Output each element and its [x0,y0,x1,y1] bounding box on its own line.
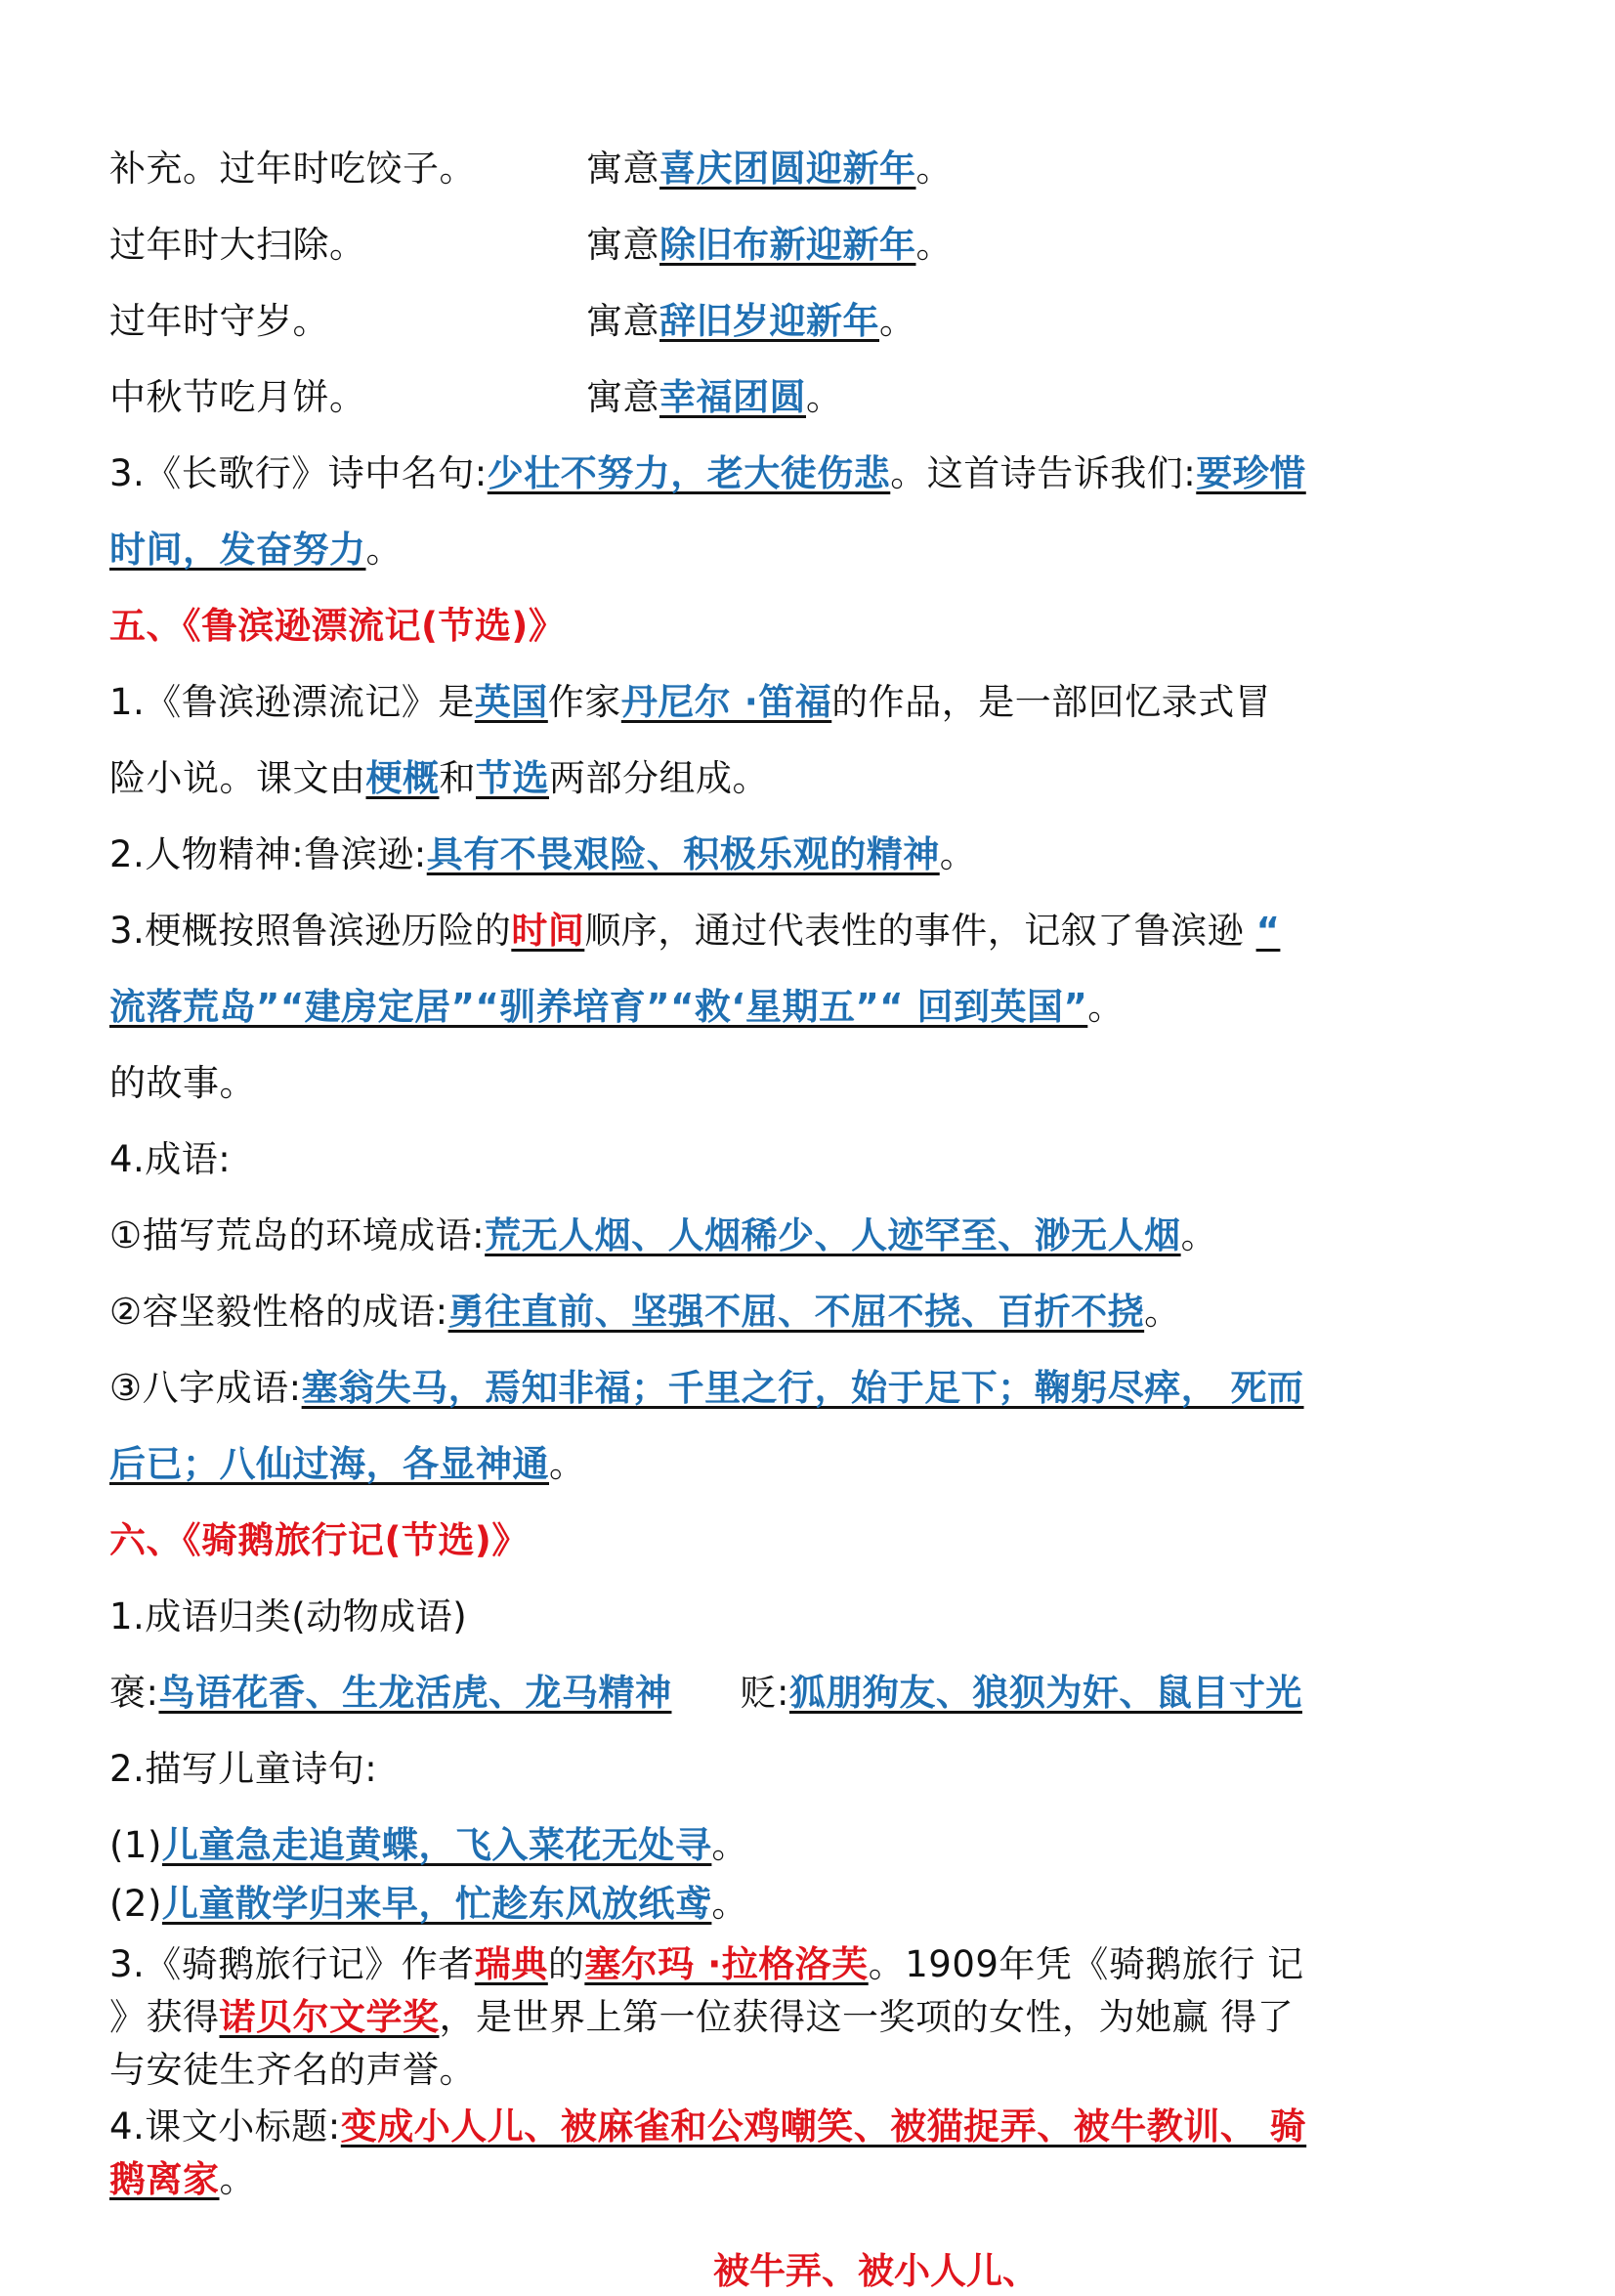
question-text: 》获得 [109,1996,220,2038]
item-number: (2) [109,1883,162,1925]
section-5-title: 五、《鲁滨逊漂流记(节选)》 [109,605,566,647]
custom-line-4 [109,373,843,422]
question-text: 4.课文小标题: [109,2105,341,2147]
subtitle-answer: 鹅离家 [109,2158,220,2200]
punct: 。 [365,529,403,571]
custom-text: 中秋节吃月饼。 [109,376,366,418]
s5-q4-item-3-cont [109,1440,586,1489]
punct: 。 [1144,1291,1181,1333]
s6-q2-item-2 [109,1880,748,1929]
question-text: ③八字成语: [109,1367,302,1409]
punct: 。 [549,1443,586,1485]
part1-answer: 梗概 [365,757,440,799]
idiom-answer: 后已；八仙过海，各显神通 [109,1443,549,1485]
question-text: 3.《骑鹅旅行记》作者 [109,1943,475,1985]
author-answer: 丹尼尔 ·笛福 [620,681,832,723]
custom-text: 过年时吃饺子。 [219,148,476,190]
events-answer: 流落荒岛”“建房定居”“驯养培育”“救‘星期五”“ 回到英国” [109,986,1088,1028]
events-answer-start: “ [1255,910,1281,952]
punct: 。 [915,148,953,190]
idiom-answer: 荒无人烟、人烟稀少、人迹罕至、渺无人烟 [485,1214,1181,1256]
question-text: 的 [547,1943,585,1985]
question-text: ②容坚毅性格的成语: [109,1291,448,1333]
author-answer: 塞尔玛 ·拉格洛芙 [584,1943,869,1985]
s5-q1-cont [109,754,769,803]
s6-q1-title: 1.成语归类(动物成语) [109,1595,468,1637]
poem-answer: 儿童急走追黄蝶，飞入菜花无处寻 [161,1824,712,1866]
s5-q4-item-3 [109,1364,1304,1413]
s5-q4-title: 4.成语: [109,1138,232,1180]
poem-answer: 儿童散学归来早，忙趁东风放纸鸢 [161,1883,712,1925]
meaning-answer: 幸福团圆 [659,376,806,418]
custom-text: 过年时守岁。 [109,300,329,342]
question-text: 顺序，通过代表性的事件，记叙了鲁滨逊 [584,910,1256,952]
meaning-label: 寓意 [586,300,659,342]
custom-line-1 [109,145,953,193]
poem-question [109,449,1306,498]
punct: 。 [1087,986,1125,1028]
s6-q1-answers [109,1669,1302,1718]
s5-q2 [109,830,976,879]
punct: 。 [915,224,953,266]
meaning-answer: 喜庆团圆迎新年 [659,148,916,190]
question-text: 。1909年凭《骑鹅旅行 记 [868,1943,1304,1985]
question-text: 3.梗概按照鲁滨逊历险的 [109,910,512,952]
question-text: ，是世界上第一位获得这一奖项的女性，为她赢 得了 [439,1996,1295,2038]
s6-q3-end: 与安徒生齐名的声誉。 [109,2049,476,2091]
part2-answer: 节选 [476,757,549,799]
award-answer: 诺贝尔文学奖 [219,1996,440,2038]
order-answer: 时间 [511,910,585,952]
s6-q4-cont [109,2155,256,2204]
s6-q3-cont [109,1993,1294,2042]
s5-q3-cont [109,983,1125,1032]
punct: 。 [806,376,843,418]
derogatory-answer: 狐朋狗友、狼狈为奸、鼠目寸光 [788,1672,1302,1714]
question-text: 险小说。课文由 [109,757,366,799]
s6-q2-item-1 [109,1821,748,1870]
s5-q1 [109,678,1271,727]
idiom-answer: 勇往直前、坚强不屈、不屈不挠、百折不挠 [447,1291,1145,1333]
question-text: 3.《长歌行》诗中名句: [109,452,488,494]
s5-q4-item-1 [109,1212,1217,1260]
s5-q3-end: 的故事。 [109,1062,256,1104]
lesson-answer: 要珍惜 [1196,452,1306,494]
spirit-answer: 具有不畏艰险、积极乐观的精神 [426,833,940,875]
praise-label: 褒: [109,1672,159,1714]
punct: 。 [879,300,916,342]
s6-q2-title: 2.描写儿童诗句: [109,1748,378,1790]
question-text: 的作品，是一部回忆录式冒 [831,681,1272,723]
cutoff-fragment: 被牛弄、被小人儿、 [713,2250,1039,2292]
famous-line-answer: 少壮不努力，老大徒伤悲 [487,452,891,494]
section-6-title: 六、《骑鹅旅行记(节选)》 [109,1519,529,1561]
lesson-answer: 时间，发奋努力 [109,529,366,571]
s5-q3 [109,907,1280,956]
meaning-answer: 除旧布新迎新年 [659,224,916,266]
custom-line-2 [109,221,953,270]
question-text: 和 [439,757,476,799]
item-number: (1) [109,1824,162,1866]
punct: 。 [711,1883,748,1925]
punct: 。 [1180,1214,1218,1256]
meaning-label: 寓意 [586,224,659,266]
punct: 。 [711,1824,748,1866]
question-text: 两部分组成。 [549,757,769,799]
punct: 。 [219,2158,256,2200]
meaning-answer: 辞旧岁迎新年 [659,300,879,342]
custom-prefix: 补充。 [109,148,220,190]
s6-q3 [109,1940,1304,1989]
s6-q4 [109,2103,1306,2151]
meaning-label: 寓意 [586,376,659,418]
custom-line-3 [109,297,916,346]
question-text: 。这首诗告诉我们: [890,452,1197,494]
punct: 。 [939,833,977,875]
question-text: 1.《鲁滨逊漂流记》是 [109,681,475,723]
question-text: 作家 [547,681,621,723]
idiom-answer: 塞翁失马，焉知非福；千里之行，始于足下；鞠躬尽瘁， 死而 [301,1367,1304,1409]
praise-answer: 鸟语花香、生龙活虎、龙马精神 [158,1672,672,1714]
country-answer: 英国 [474,681,548,723]
subtitle-answer: 变成小人儿、被麻雀和公鸡嘲笑、被猫捉弄、被牛教训、 骑 [340,2105,1307,2147]
s5-q4-item-2 [109,1288,1181,1337]
poem-question-cont [109,526,403,574]
country-answer: 瑞典 [474,1943,548,1985]
derogatory-label: 贬: [740,1672,789,1714]
question-text: ①描写荒岛的环境成语: [109,1214,486,1256]
custom-text: 过年时大扫除。 [109,224,366,266]
meaning-label: 寓意 [586,148,659,190]
question-text: 2.人物精神:鲁滨逊: [109,833,427,875]
